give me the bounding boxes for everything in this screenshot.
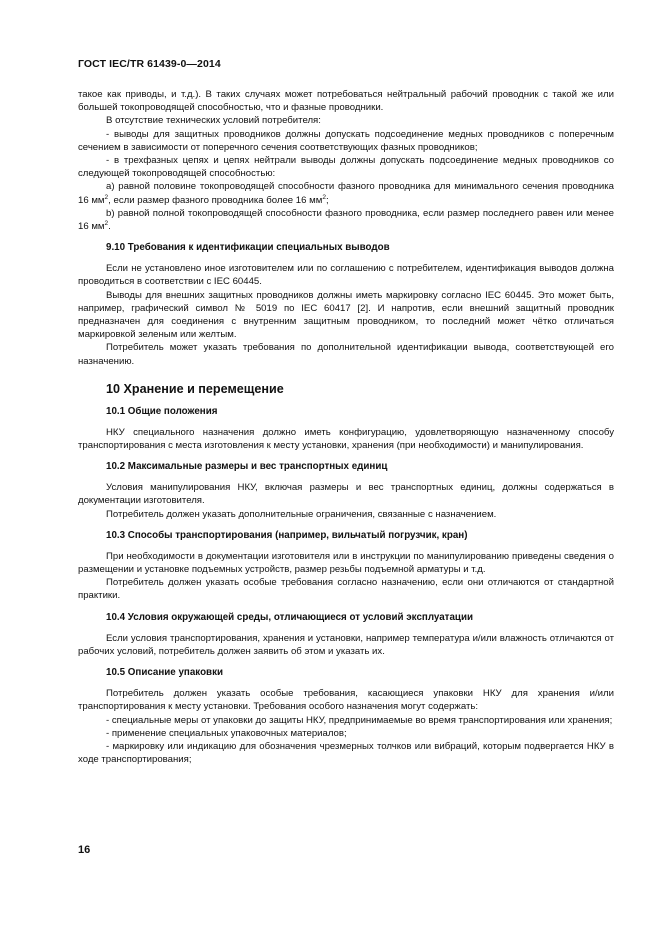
section-heading-10-4: 10.4 Условия окружающей среды, отличающиеся от условий эксплуатации bbox=[106, 611, 473, 623]
superscript: 2 bbox=[104, 219, 109, 227]
paragraph: В отсутствие технических условий потребителя: bbox=[106, 115, 321, 127]
paragraph: Условия манипулирования НКУ, включая размеры и вес транспортных единиц, должны содержаться в документации изготовителя. bbox=[78, 482, 614, 507]
text-run: b) равной полной токопроводящей способности фазного проводника, если размер последнего равен или менее 16 мм bbox=[78, 207, 614, 233]
paragraph: Выводы для внешних защитных проводников должны иметь маркировку согласно IEC 60445. Это может быть, например, графический символ № 5019 по IEC 60417 [2]. И напротив, если внешний защитный проводник предназначен для соединения с внутренним защитным проводником, то последний может чётко отличаться маркировкой зеленым или желтым. bbox=[78, 289, 614, 341]
section-heading-10-3: 10.3 Способы транспортирования (например, вильчатый погрузчик, кран) bbox=[106, 529, 468, 541]
page-number: 16 bbox=[78, 844, 91, 856]
list-item: - специальные меры от упаковки до защиты НКУ, предпринимаемые во время транспортирования или хранения; bbox=[106, 714, 613, 726]
document-page bbox=[78, 58, 614, 766]
section-heading-10-2: 10.2 Максимальные размеры и вес транспортных единиц bbox=[106, 461, 388, 473]
paragraph: Потребитель должен указать особые требования, касающиеся упаковки НКУ для хранения и/или транспортирования к месту установки. Требования особого назначения могут содержать: bbox=[78, 688, 614, 713]
superscript: 2 bbox=[322, 193, 326, 201]
list-item: - в трехфазных цепях и цепях нейтрали выводы должны допускать подсоединение медных проводников со следующей токопроводящей способностью: bbox=[78, 155, 614, 180]
paragraph: Потребитель должен указать особые требования согласно назначению, если они отличаются от стандартной практики. bbox=[78, 577, 614, 602]
section-heading-9-10: 9.10 Требования к идентификации специальных выводов bbox=[106, 242, 390, 254]
text-run: , если размер фазного проводника более 16 мм bbox=[108, 194, 323, 206]
paragraph: Если не установлено иное изготовителем или по соглашению с потребителем, идентификация выводов должна проводиться в соответствии с IEC 60445. bbox=[78, 263, 614, 288]
section-heading-10-5: 10.5 Описание упаковки bbox=[106, 667, 223, 679]
text-run: ; bbox=[325, 194, 329, 206]
section-heading-10: 10 Хранение и перемещение bbox=[106, 381, 284, 396]
list-item bbox=[78, 180, 614, 206]
list-item bbox=[78, 207, 614, 233]
paragraph: такое как приводы, и т.д.). В таких случаях может потребоваться нейтральный рабочий проводник с такой же или большей токопроводящей способностью, что и фазные проводники. bbox=[78, 89, 614, 114]
paragraph: Потребитель может указать требования по дополнительной идентификации вывода, соответствующей его назначению. bbox=[78, 342, 614, 367]
paragraph: При необходимости в документации изготовителя или в инструкции по манипулированию приведены сведения о размещении и установке подъемных устройств, размер резьбы подъемной арматуры и т.д. bbox=[78, 550, 614, 576]
list-item: - применение специальных упаковочных материалов; bbox=[106, 727, 347, 739]
text-run: а) равной половине токопроводящей способности фазного проводника для минимального сечения проводника 16 мм bbox=[78, 181, 614, 206]
paragraph: Потребитель должен указать дополнительные ограничения, связанные с назначением. bbox=[106, 508, 497, 520]
text-run: . bbox=[108, 221, 111, 233]
paragraph: НКУ специального назначения должно иметь конфигурацию, удовлетворяющую назначенному способу транспортирования с места изготовления к месту установки, хранения (при необходимости) и манипулирования. bbox=[78, 426, 614, 452]
paragraph: Если условия транспортирования, хранения и установки, например температура и/или влажность отличаются от рабочих условий, потребитель должен заявить об этом и указать их. bbox=[78, 632, 614, 657]
list-item: - выводы для защитных проводников должны допускать подсоединение медных проводников с поперечным сечением в зависимости от поперечного сечения соответствующих фазных проводников; bbox=[78, 128, 614, 153]
document-header: ГОСТ IEC/TR 61439-0—2014 bbox=[78, 58, 221, 70]
list-item: - маркировку или индикацию для обозначения чрезмерных толчков или вибраций, которым подвергается НКУ в ходе транспортирования; bbox=[78, 740, 614, 766]
section-heading-10-1: 10.1 Общие положения bbox=[106, 405, 218, 417]
superscript: 2 bbox=[104, 193, 109, 201]
